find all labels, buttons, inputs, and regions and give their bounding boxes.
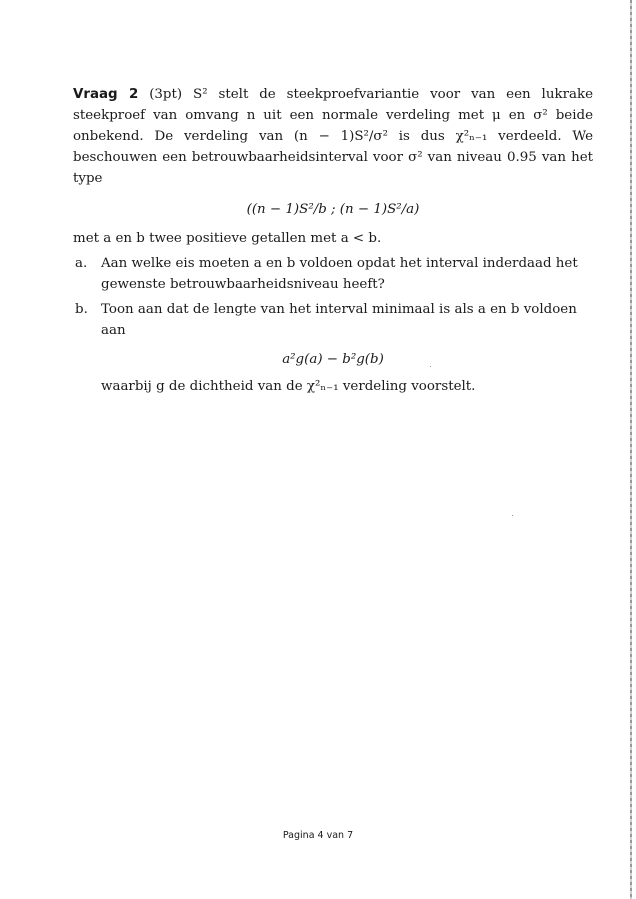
subquestion-b-label: b. [75,302,88,317]
question-label: Vraag 2 [73,87,139,102]
subquestion-a [73,253,593,295]
condition-formula: a²g(a) − b²g(b) [282,352,384,367]
question-intro-text: S² stelt de steekproefvariantie voor van een lukrake steekproef van omvang n uit een normale verdeling met μ en σ² beide onbekend. De verdeling van (n − 1)S²/σ² is dus χ²ₙ₋₁ verdeeld. We beschouwen een betrouwbaarheidsinterval voor σ² van niveau 0.95 van het type [73,87,594,186]
condition-line: met a en b twee positieve getallen met a < b. [73,231,382,246]
question-intro [73,84,593,189]
subquestion-a-label: a. [75,256,88,271]
scan-speck [430,366,431,367]
interval-formula: ((n − 1)S²/b ; (n − 1)S²/a) [246,202,420,217]
page-footer: Pagina 4 van 7 [282,830,354,841]
scan-edge [630,0,632,899]
scan-speck [512,515,513,516]
question-block [73,84,593,397]
subquestion-b [73,299,593,341]
question-points: (3pt) [149,87,183,102]
subquestion-b-after: waarbij g de dichtheid van de χ²ₙ₋₁ verdeling voorstelt. [101,379,476,394]
subquestion-a-text: Aan welke eis moeten a en b voldoen opdat het interval inderdaad het gewenste betrouwbaarheidsniveau heeft? [101,256,578,292]
subquestion-b-text: Toon aan dat de lengte van het interval minimaal is als a en b voldoen aan [101,302,577,338]
